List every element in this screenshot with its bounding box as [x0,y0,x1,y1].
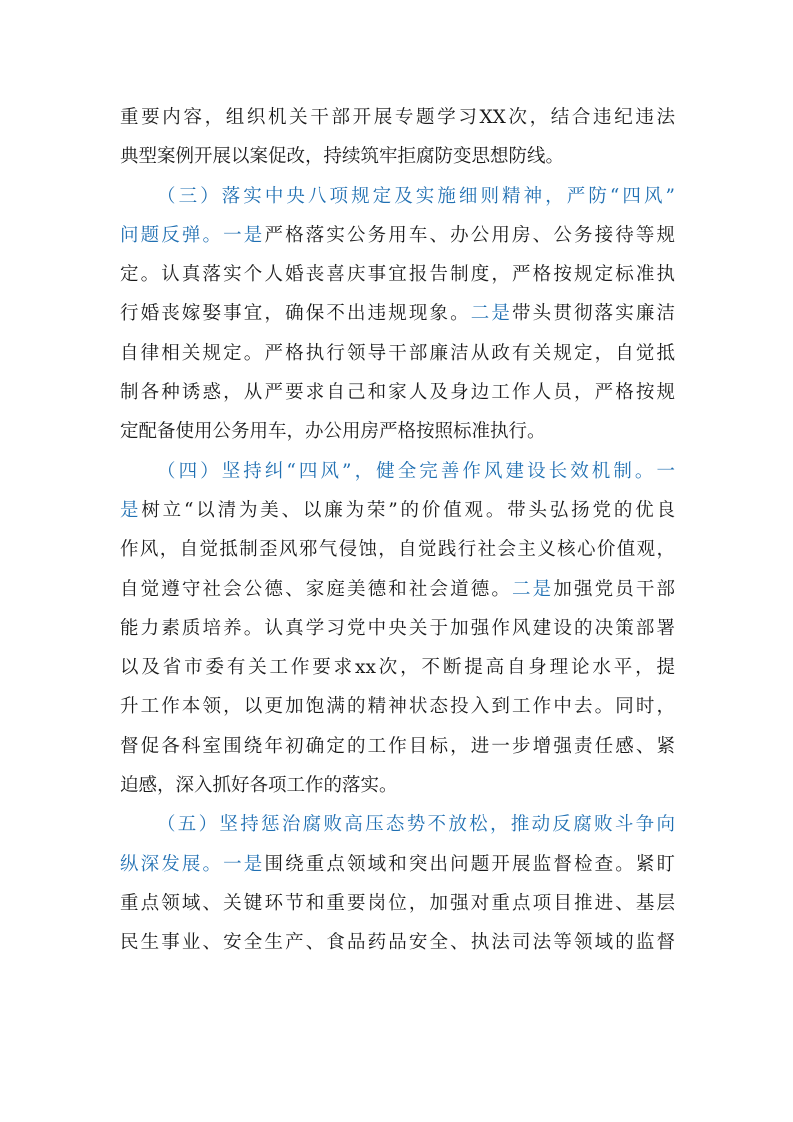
section-heading-text: （四）坚持纠“四风”，健全完善作风建设长效机制。 [157,460,657,482]
text-line [120,687,675,726]
section-heading-text: （五）坚持惩治腐败高压态势不放松，推动反腐败斗争向 [157,814,675,836]
enumeration-marker: 一是 [223,853,265,875]
body-text: 民生事业、安全生产、食品药品安全、执法司法等领域的监督 [120,932,675,954]
body-text: 制各种诱惑，从严要求自己和家人及身边工作人员，严格按规 [120,382,675,404]
text-line [120,373,675,412]
text-line [120,884,675,923]
body-text: 加强党员干部 [553,578,675,600]
text-line [120,491,675,530]
text-line [120,766,675,805]
enumeration-marker: 一是 [223,224,265,246]
enumeration-marker: 一 [656,460,675,482]
body-text: 自觉遵守社会公德、家庭美德和社会道德。 [120,578,513,600]
text-line [120,570,675,609]
text-line [120,452,675,491]
body-text: 典型案例开展以案促改，持续筑牢拒腐防变思想防线。 [120,146,565,168]
body-text: 行婚丧嫁娶事宜，确保不出违规现象。 [120,303,471,325]
text-line [120,805,675,844]
text-line [120,255,675,294]
body-text: 重要内容，组织机关干部开展专题学习XX次，结合违纪违法 [120,107,675,128]
body-text: 作风，自觉抵制歪风邪气侵蚀，自觉践行社会主义核心价值观， [120,539,675,561]
enumeration-marker: 二是 [512,578,554,600]
text-line [120,727,675,766]
body-text: 督促各科室围绕年初确定的工作目标，进一步增强责任感、紧 [120,735,675,757]
text-line [120,216,675,255]
body-text: 以及省市委有关工作要求xx次，不断提高自身理论水平，提 [120,657,675,679]
text-line [120,845,675,884]
body-text: 定配备使用公务用车，办公用房严格按照标准执行。 [120,421,546,443]
section-heading-text: 纵深发展。 [120,853,224,875]
enumeration-marker: 二是 [470,303,513,325]
text-line [120,177,675,216]
text-line [120,530,675,569]
body-text: 重点领域、关键环节和重要岗位，加强对重点项目推进、基层 [120,892,675,914]
body-text: 树立“以清为美、以廉为荣”的价值观。带头弘扬党的优良 [141,499,675,521]
text-line [120,98,675,137]
section-heading-text: （三）落实中央八项规定及实施细则精神，严防“四风” [157,185,675,207]
body-text: 严格落实公务用车、办公用房、公务接待等规 [264,224,675,246]
text-line [120,294,675,333]
body-text: 带头贯彻落实廉洁 [512,303,675,325]
text-line [120,412,675,451]
text-line [120,137,675,176]
body-text: 能力素质培养。认真学习党中央关于加强作风建设的决策部署 [120,617,675,639]
body-text: 升工作本领，以更加饱满的精神状态投入到工作中去。同时， [120,696,675,718]
body-text: 围绕重点领域和突出问题开展监督检查。紧盯 [264,853,675,875]
body-text: 自律相关规定。严格执行领导干部廉洁从政有关规定，自觉抵 [120,342,675,364]
text-line [120,648,675,687]
section-heading-text: 问题反弹。 [120,224,224,246]
text-line [120,609,675,648]
body-text: 迫感，深入抓好各项工作的落实。 [120,775,398,797]
enumeration-marker: 是 [120,499,142,521]
document-body [120,98,675,963]
text-line [120,923,675,962]
text-line [120,334,675,373]
body-text: 定。认真落实个人婚丧喜庆事宜报告制度，严格按规定标准执 [120,264,675,286]
